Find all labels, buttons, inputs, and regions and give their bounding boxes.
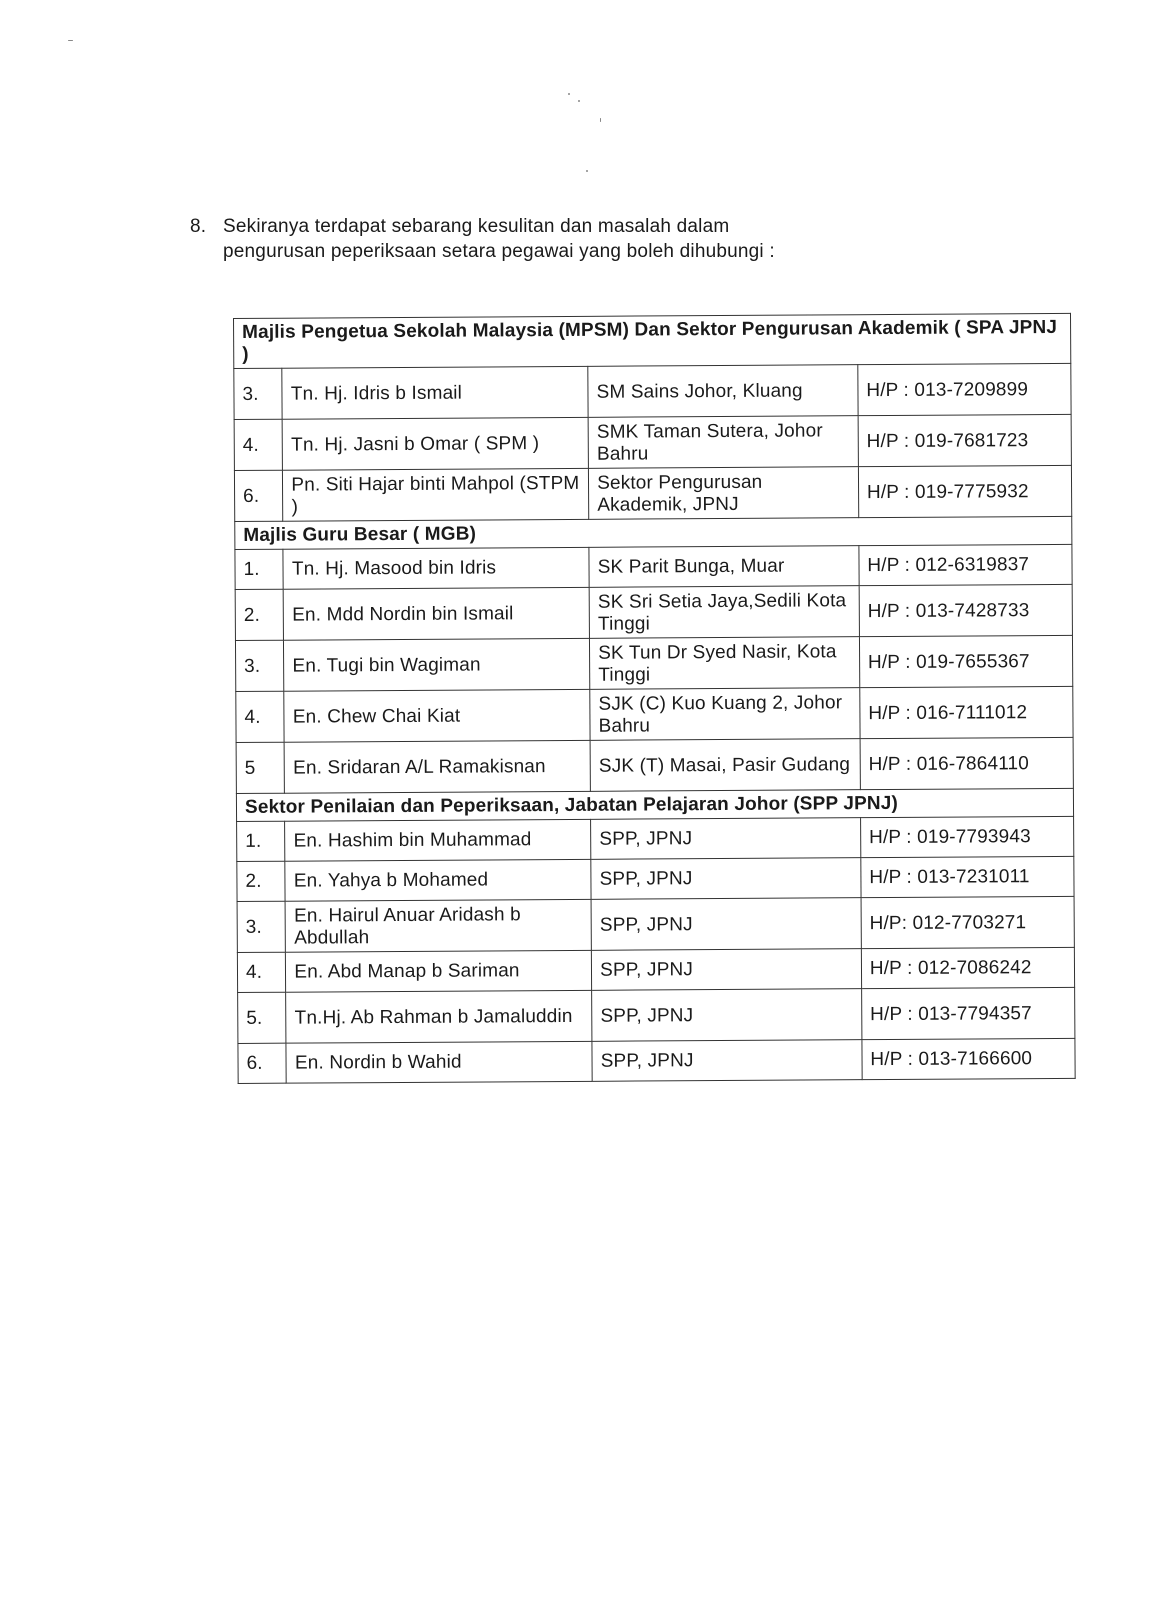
section-title: Sektor Penilaian dan Peperiksaan, Jabatan Pelajaran Johor (SPP JPNJ) xyxy=(236,788,1073,821)
row-number: 6. xyxy=(234,470,283,521)
table-row xyxy=(235,635,1072,691)
officer-location: SMK Taman Sutera, Johor Bahru xyxy=(588,416,858,469)
officer-location: SM Sains Johor, Kluang xyxy=(588,365,858,418)
intro-line-1: Sekiranya terdapat sebarang kesulitan dan masalah dalam xyxy=(223,216,730,237)
row-number: 6. xyxy=(238,1043,287,1083)
table-row xyxy=(234,465,1071,521)
contact-table xyxy=(233,313,1076,1084)
officer-phone: H/P : 019-7655367 xyxy=(859,635,1072,687)
officer-phone: H/P : 016-7111012 xyxy=(860,686,1073,738)
paragraph-number: 8. xyxy=(190,216,207,237)
officer-phone: H/P : 013-7209899 xyxy=(858,363,1071,415)
row-number: 4. xyxy=(236,691,285,742)
officer-phone: H/P : 013-7794357 xyxy=(861,987,1074,1039)
officer-name: Tn. Hj. Jasni b Omar ( SPM ) xyxy=(282,417,588,470)
row-number: 4. xyxy=(237,952,286,992)
officer-name: En. Yahya b Mohamed xyxy=(285,859,591,901)
officer-location: SK Sri Setia Jaya,Sedili Kota Tinggi xyxy=(589,586,859,639)
table-row xyxy=(235,584,1072,640)
officer-name: En. Chew Chai Kiat xyxy=(284,689,590,742)
officer-name: En. Abd Manap b Sariman xyxy=(286,950,592,992)
officer-location: Sektor Pengurusan Akademik, JPNJ xyxy=(589,467,859,520)
intro-line-2: pengurusan peperiksaan setara pegawai yang boleh dihubungi : xyxy=(223,241,775,262)
officer-name: En. Nordin b Wahid xyxy=(286,1041,592,1083)
row-number: 1. xyxy=(237,821,286,861)
officer-phone: H/P : 019-7681723 xyxy=(858,414,1071,466)
officer-location: SPP, JPNJ xyxy=(592,949,862,991)
scan-speck xyxy=(578,100,580,102)
table-row xyxy=(237,856,1074,901)
officer-name: Tn. Hj. Masood bin Idris xyxy=(283,547,589,589)
scan-speck xyxy=(568,93,570,95)
scan-speck xyxy=(68,40,73,41)
row-number: 2. xyxy=(235,589,284,640)
section-title: Majlis Guru Besar ( MGB) xyxy=(235,516,1072,549)
officer-location: SK Parit Bunga, Muar xyxy=(589,546,859,588)
officer-phone: H/P : 019-7775932 xyxy=(858,465,1071,517)
intro-text xyxy=(223,214,950,264)
table-row xyxy=(238,1038,1075,1083)
scan-speck xyxy=(586,170,588,172)
officer-phone: H/P : 013-7231011 xyxy=(861,856,1074,897)
table-row xyxy=(237,816,1074,861)
officer-phone: H/P : 012-7086242 xyxy=(861,947,1074,988)
row-number: 1. xyxy=(235,549,284,589)
row-number: 3. xyxy=(235,640,284,691)
officer-name: Tn. Hj. Idris b Ismail xyxy=(282,366,588,419)
officer-phone: H/P : 016-7864110 xyxy=(860,737,1073,789)
officer-phone: H/P: 012-7703271 xyxy=(861,896,1074,948)
officer-name: En. Hashim bin Muhammad xyxy=(285,819,591,861)
officer-name: En. Sridaran A/L Ramakisnan xyxy=(284,740,590,793)
row-number: 5. xyxy=(238,992,287,1043)
officer-location: SK Tun Dr Syed Nasir, Kota Tinggi xyxy=(590,637,860,690)
officer-location: SPP, JPNJ xyxy=(592,1040,862,1082)
row-number: 3. xyxy=(237,901,286,952)
row-number: 2. xyxy=(237,861,286,901)
officer-location: SPP, JPNJ xyxy=(591,898,861,951)
scan-speck xyxy=(600,118,601,122)
officer-name: En. Mdd Nordin bin Ismail xyxy=(284,587,590,640)
officer-phone: H/P : 019-7793943 xyxy=(860,816,1073,857)
officer-location: SJK (C) Kuo Kuang 2, Johor Bahru xyxy=(590,688,860,741)
table-row xyxy=(236,737,1073,793)
officer-location: SPP, JPNJ xyxy=(591,858,861,900)
section-header-mpsm xyxy=(234,313,1071,368)
table-row xyxy=(234,363,1071,419)
officer-name: En. Hairul Anuar Aridash b Abdullah xyxy=(285,899,591,952)
section-title: Majlis Pengetua Sekolah Malaysia (MPSM) Dan Sektor Pengurusan Akademik ( SPA JPNJ ) xyxy=(234,313,1071,368)
officer-name: Pn. Siti Hajar binti Mahpol (STPM ) xyxy=(283,468,589,521)
table-row xyxy=(237,896,1074,952)
officer-name: En. Tugi bin Wagiman xyxy=(284,638,590,691)
officer-phone: H/P : 012-6319837 xyxy=(859,544,1072,585)
officer-phone: H/P : 013-7166600 xyxy=(862,1038,1075,1079)
table-row xyxy=(235,544,1072,589)
officer-phone: H/P : 013-7428733 xyxy=(859,584,1072,636)
table-row xyxy=(234,414,1071,470)
row-number: 3. xyxy=(234,368,283,419)
officer-location: SJK (T) Masai, Pasir Gudang xyxy=(590,739,860,792)
table-row xyxy=(237,947,1074,992)
row-number: 5 xyxy=(236,742,285,793)
table-row xyxy=(238,987,1075,1043)
row-number: 4. xyxy=(234,419,283,470)
officer-location: SPP, JPNJ xyxy=(591,818,861,860)
officer-name: Tn.Hj. Ab Rahman b Jamaluddin xyxy=(286,990,592,1043)
table-row xyxy=(236,686,1073,742)
intro-paragraph xyxy=(190,214,950,264)
officer-location: SPP, JPNJ xyxy=(592,989,862,1042)
